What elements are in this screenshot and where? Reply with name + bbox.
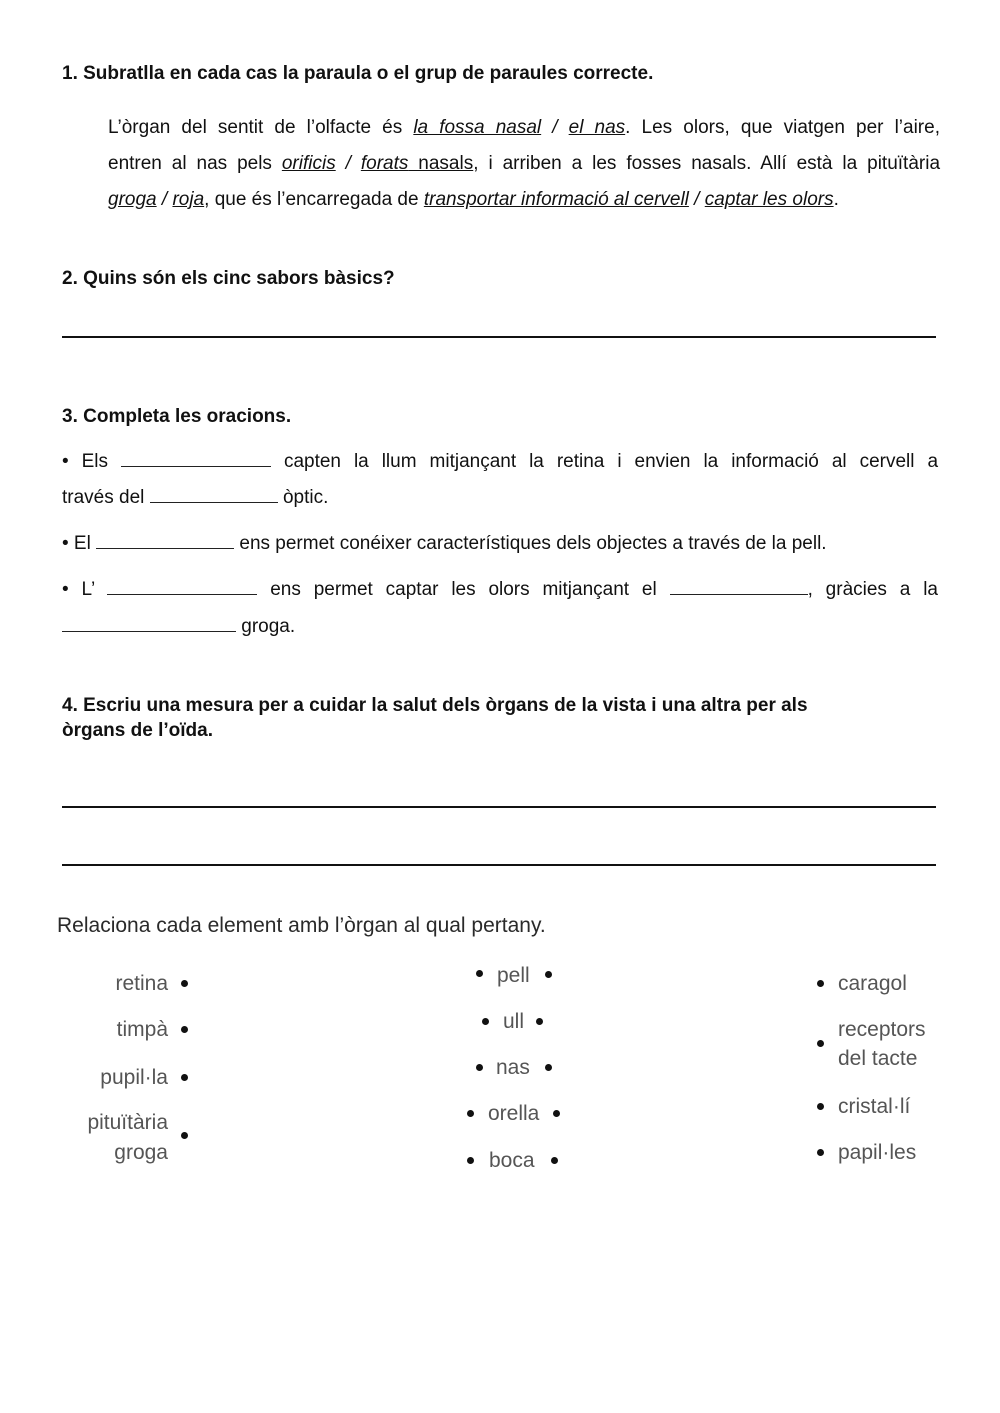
left-item-groga: groga	[114, 1141, 168, 1164]
left-item-pituitaria: pituïtària	[87, 1111, 168, 1134]
option-groga[interactable]: groga	[108, 189, 157, 210]
option-roja[interactable]: roja	[172, 189, 205, 210]
left-item-retina: retina	[115, 972, 168, 995]
q3-sentence-3-line-2: groga.	[62, 609, 938, 645]
middle-item-ull: ull	[503, 1010, 525, 1033]
blank-olfacte[interactable]	[107, 574, 257, 595]
middle-left-dot-boca[interactable]	[467, 1157, 474, 1164]
option-forats-nasals[interactable]: forats nasals	[360, 153, 474, 174]
q2-answer-line[interactable]	[62, 336, 936, 338]
blank-nervi[interactable]	[150, 482, 278, 503]
middle-left-dot-nas[interactable]	[476, 1064, 483, 1071]
middle-item-pell: pell	[497, 964, 530, 987]
blank-tacte[interactable]	[96, 528, 234, 549]
option-captar-les-olors[interactable]: captar les olors	[704, 189, 834, 210]
right-dot-caragol[interactable]	[817, 980, 824, 987]
right-item-receptors: receptors	[838, 1018, 926, 1041]
middle-right-dot-pell[interactable]	[545, 971, 552, 978]
blank-ulls[interactable]	[121, 446, 271, 467]
middle-right-dot-boca[interactable]	[551, 1157, 558, 1164]
right-dot-papilles[interactable]	[817, 1149, 824, 1156]
middle-left-dot-ull[interactable]	[482, 1018, 489, 1025]
question-4-title-line-2: òrgans de l’oïda.	[62, 720, 213, 741]
question-2-title: 2. Quins són els cinc sabors bàsics?	[62, 268, 395, 289]
q3-sentence-1-line-2: través del òptic.	[62, 480, 938, 516]
middle-left-dot-pell[interactable]	[476, 970, 483, 977]
option-orificis[interactable]: orificis	[281, 153, 336, 174]
option-transportar-informacio[interactable]: transportar informació al cervell	[423, 189, 689, 210]
left-dot-pituitaria-groga[interactable]	[181, 1132, 188, 1139]
middle-right-dot-nas[interactable]	[545, 1064, 552, 1071]
right-item-del-tacte: del tacte	[838, 1047, 918, 1070]
q3-sentence-1-line-1: • Els capten la llum mitjançant la retina i envien la informació al cervell a	[62, 444, 938, 480]
q3-sentence-3-line-1: • L’ ens permet captar les olors mitjançant el , gràcies a la	[62, 572, 938, 608]
right-dot-cristalli[interactable]	[817, 1103, 824, 1110]
left-item-timpa: timpà	[116, 1018, 168, 1041]
q1-paragraph-line-2: entren al nas pels orificis / forats nasals, i arriben a les fosses nasals. Allí està la pituïtària	[108, 153, 941, 174]
middle-item-nas: nas	[496, 1056, 530, 1079]
middle-item-orella: orella	[488, 1102, 540, 1125]
right-item-caragol: caragol	[838, 972, 907, 995]
option-la-fossa-nasal[interactable]: la fossa nasal	[413, 117, 542, 138]
right-dot-receptors-tacte[interactable]	[817, 1040, 824, 1047]
middle-item-boca: boca	[489, 1149, 535, 1172]
left-item-pupilla: pupil·la	[100, 1066, 168, 1089]
middle-right-dot-orella[interactable]	[553, 1110, 560, 1117]
q3-sentence-2: • El ens permet conéixer característiques dels objectes a través de la pell.	[62, 526, 938, 562]
option-el-nas[interactable]: el nas	[568, 117, 626, 138]
blank-nas[interactable]	[670, 574, 808, 595]
question-4-title-line-1: 4. Escriu una mesura per a cuidar la salut dels òrgans de la vista i una altra per als	[62, 695, 808, 716]
relate-title: Relaciona cada element amb l’òrgan al qual pertany.	[57, 914, 546, 937]
blank-pituitaria[interactable]	[62, 611, 236, 632]
left-dot-pupilla[interactable]	[181, 1074, 188, 1081]
q4-answer-line-2[interactable]	[62, 864, 936, 866]
q4-answer-line-1[interactable]	[62, 806, 936, 808]
middle-left-dot-orella[interactable]	[467, 1110, 474, 1117]
left-dot-retina[interactable]	[181, 980, 188, 987]
question-3-title: 3. Completa les oracions.	[62, 406, 292, 427]
q1-paragraph-line-1: L’òrgan del sentit de l’olfacte és la fossa nasal / el nas. Les olors, que viatgen per l’aire,	[108, 117, 940, 138]
right-item-cristalli: cristal·lí	[838, 1095, 911, 1118]
right-item-papilles: papil·les	[838, 1141, 917, 1164]
left-dot-timpa[interactable]	[181, 1026, 188, 1033]
middle-right-dot-ull[interactable]	[536, 1018, 543, 1025]
q1-paragraph-line-3: groga / roja, que és l’encarregada de transportar informació al cervell / captar les olors.	[108, 189, 839, 210]
question-1-title: 1. Subratlla en cada cas la paraula o el grup de paraules correcte.	[62, 63, 654, 84]
